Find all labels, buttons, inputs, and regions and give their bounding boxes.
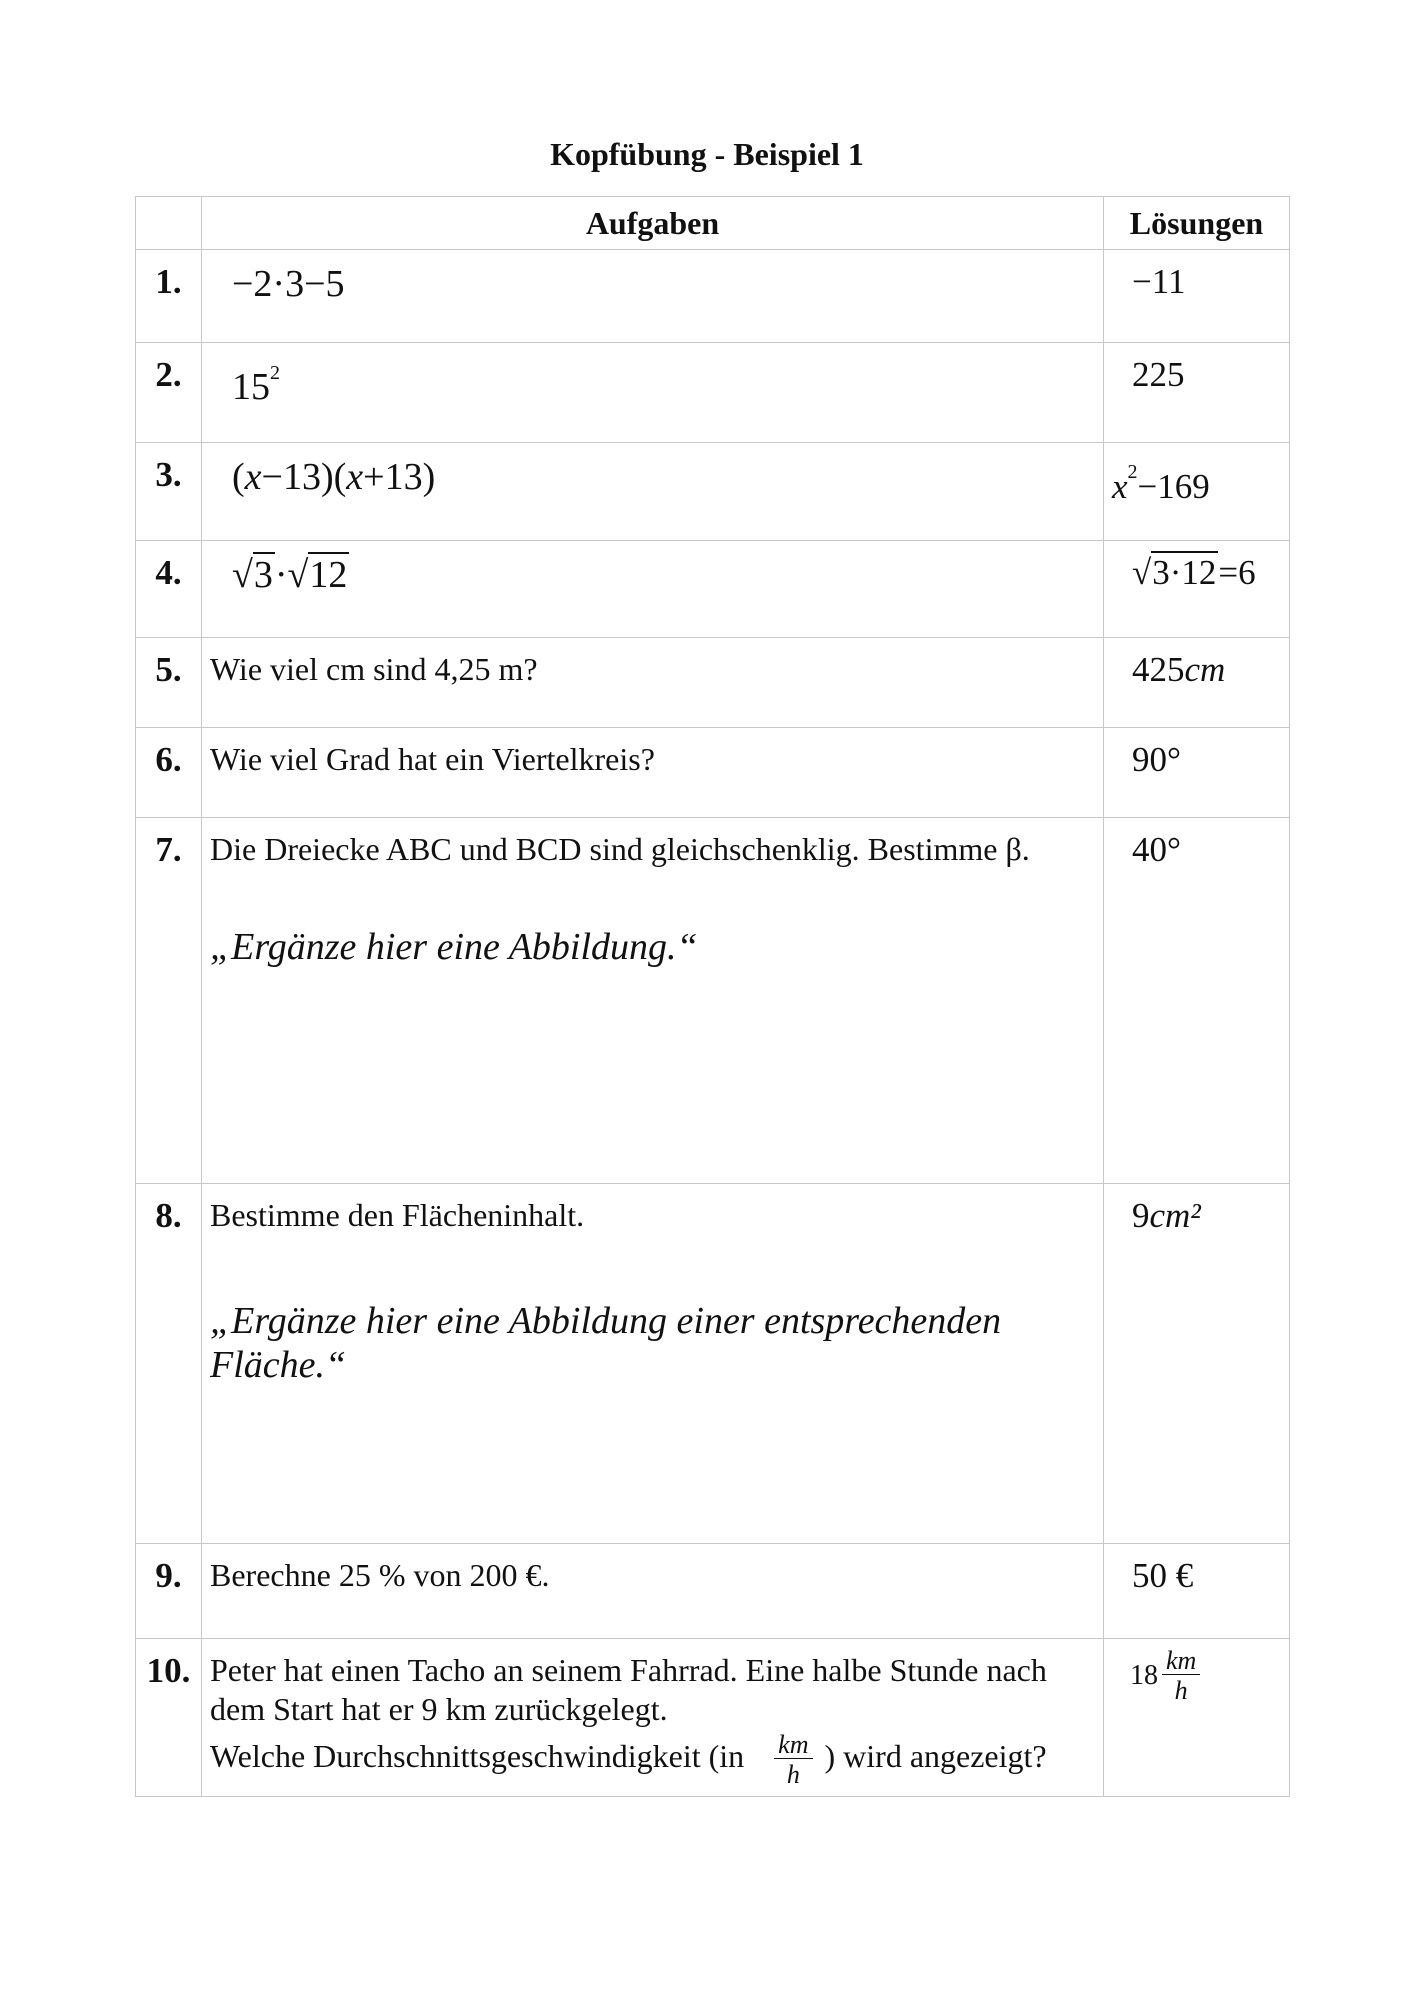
- square-root: √3: [232, 554, 273, 596]
- row-number: 9.: [136, 1544, 202, 1639]
- row-number: 2.: [136, 343, 202, 443]
- task-cell: [202, 1184, 1104, 1544]
- solution-value: 40°: [1132, 830, 1181, 869]
- solution-cell: [1104, 443, 1290, 541]
- task-cell: [202, 1639, 1104, 1797]
- table-row: [136, 638, 1290, 728]
- task-formula: [210, 362, 280, 411]
- solution-number: 18: [1130, 1659, 1158, 1691]
- unit-fraction: [1162, 1647, 1200, 1705]
- table-row: [136, 443, 1290, 541]
- solution-unit: cm²: [1149, 1196, 1201, 1235]
- unit-fraction: [774, 1731, 812, 1789]
- solution-cell: [1104, 818, 1290, 1184]
- solution-number: 425: [1132, 650, 1185, 689]
- header-tasks: Aufgaben: [202, 197, 1104, 250]
- task-cell: [202, 638, 1104, 728]
- task-formula: [210, 553, 349, 599]
- row-number: 4.: [136, 541, 202, 638]
- variable-x: x: [346, 456, 364, 498]
- solution-cell: [1104, 250, 1290, 343]
- fraction-denominator: h: [786, 1760, 800, 1790]
- table-row: [136, 818, 1290, 1184]
- header-solutions: Lösungen: [1104, 197, 1290, 250]
- table-row: [136, 1639, 1290, 1797]
- task-cell: [202, 818, 1104, 1184]
- variable-x: x: [1112, 467, 1128, 506]
- task-text: Peter hat einen Tacho an seinem Fahrrad. Eine halbe Stunde nach dem Start hat er 9 km zurückgelegt.: [210, 1652, 1047, 1728]
- table-header-row: [136, 197, 1290, 250]
- table-row: [136, 541, 1290, 638]
- task-text: Wie viel cm sind 4,25 m?: [210, 651, 538, 687]
- formula-part: −13)(: [261, 456, 347, 498]
- task-question: [210, 1731, 1093, 1789]
- solution-cell: [1104, 541, 1290, 638]
- table-row: [136, 343, 1290, 443]
- task-formula: −2·3−5: [232, 263, 345, 305]
- question-text: Welche Durchschnittsgeschwindigkeit (in: [210, 1738, 745, 1775]
- solution-value: −11: [1132, 262, 1186, 301]
- solution-number: 9: [1132, 1196, 1150, 1235]
- task-text: Berechne 25 % von 200 €.: [210, 1557, 550, 1593]
- question-text: ) wird angezeigt?: [824, 1738, 1047, 1775]
- row-number: 8.: [136, 1184, 202, 1544]
- fraction-denominator: h: [1174, 1676, 1188, 1706]
- solution-cell: [1104, 638, 1290, 728]
- table-row: [136, 728, 1290, 818]
- exercise-table: [135, 196, 1290, 1797]
- exponent: 2: [1127, 461, 1138, 483]
- task-cell: [202, 728, 1104, 818]
- task-text: Wie viel Grad hat ein Viertelkreis?: [210, 741, 655, 777]
- page-title: Kopfübung - Beispiel 1: [550, 136, 864, 172]
- solution-cell: [1104, 728, 1290, 818]
- task-cell: [202, 250, 1104, 343]
- task-formula: [210, 455, 435, 501]
- square-root: √12: [287, 554, 348, 596]
- solution-value: [1112, 461, 1210, 507]
- solution-cell: [1104, 1184, 1290, 1544]
- multiply-dot: ·: [274, 554, 288, 596]
- paren-open: (: [232, 456, 245, 498]
- solution-value: 50 €: [1132, 1556, 1194, 1595]
- row-number: 5.: [136, 638, 202, 728]
- task-cell: [202, 1544, 1104, 1639]
- row-number: 1.: [136, 250, 202, 343]
- square-root: √3·12: [1132, 553, 1217, 592]
- task-text: Bestimme den Flächeninhalt.: [210, 1197, 585, 1233]
- fraction-numerator: km: [774, 1731, 812, 1759]
- radicand: 3: [253, 554, 273, 596]
- task-cell: [202, 541, 1104, 638]
- radicand: 3·12: [1152, 553, 1217, 592]
- solution-value: 90°: [1132, 740, 1181, 779]
- task-cell: [202, 343, 1104, 443]
- header-number: [136, 197, 202, 250]
- variable-x: x: [244, 456, 262, 498]
- solution-value: 225: [1132, 355, 1185, 394]
- table-row: [136, 1184, 1290, 1544]
- task-text: Die Dreiecke ABC und BCD sind gleichschenklig. Bestimme β.: [210, 831, 1030, 867]
- figure-placeholder-hint: „Ergänze hier eine Abbildung.“: [210, 926, 698, 969]
- solution-cell: [1104, 1639, 1290, 1797]
- formula-part: =6: [1218, 553, 1256, 592]
- solution-unit: cm: [1184, 650, 1226, 689]
- table-row: [136, 1544, 1290, 1639]
- power-exponent: 2: [270, 362, 280, 384]
- row-number: 7.: [136, 818, 202, 1184]
- fraction-numerator: km: [1162, 1647, 1200, 1675]
- row-number: 6.: [136, 728, 202, 818]
- power-base: 15: [232, 366, 270, 408]
- solution-cell: [1104, 1544, 1290, 1639]
- radicand: 12: [309, 554, 348, 596]
- figure-placeholder-hint: „Ergänze hier eine Abbildung einer entsprechenden Fläche.“: [210, 1300, 1002, 1387]
- solution-value: [1132, 553, 1256, 592]
- formula-part: −169: [1137, 467, 1210, 506]
- solution-cell: [1104, 343, 1290, 443]
- table-row: [136, 250, 1290, 343]
- row-number: 3.: [136, 443, 202, 541]
- row-number: 10.: [136, 1639, 202, 1797]
- task-cell: [202, 443, 1104, 541]
- formula-part: +13): [363, 456, 436, 498]
